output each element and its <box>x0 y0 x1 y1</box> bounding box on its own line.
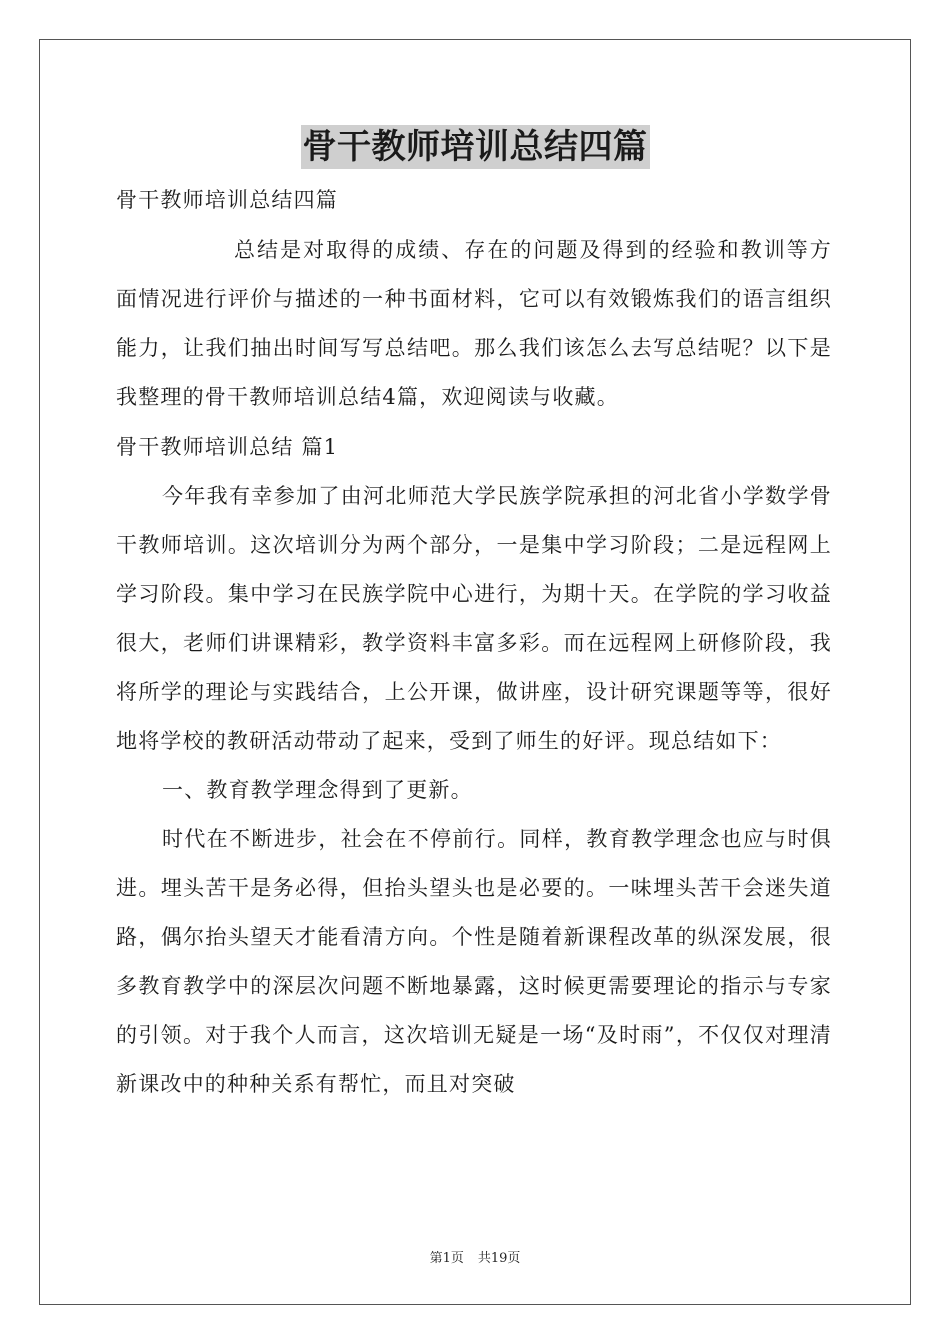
document-body <box>116 180 832 1109</box>
document-subtitle: 骨干教师培训总结四篇 <box>116 188 338 212</box>
body-paragraph: 一、教育教学理念得到了更新。 <box>162 778 473 802</box>
body-paragraph: 今年我有幸参加了由河北师范大学民族学院承担的河北省小学数学骨干教师培训。这次培训分为两个部分，一是集中学习阶段；二是远程网上学习阶段。集中学习在民族学院中心进行，为期十天。在学院的学习收益很大，老师们讲课精彩，教学资料丰富多彩。而在远程网上研修阶段，我将所学的理论与实践结合，上公开课，做讲座，设计研究课题等等，很好地将学校的教研活动带动了起来，受到了师生的好评。现总结如下： <box>116 484 832 753</box>
page-footer <box>0 1247 950 1266</box>
intro-paragraph: 总结是对取得的成绩、存在的问题及得到的经验和教训等方面情况进行评价与描述的一种书面材料，它可以有效锻炼我们的语言组织能力，让我们抽出时间写写总结吧。那么我们该怎么去写总结呢？以下是我整理的骨干教师培训总结4篇，欢迎阅读与收藏。 <box>116 238 832 409</box>
body-paragraph: 时代在不断进步，社会在不停前行。同样，教育教学理念也应与时俱进。埋头苦干是务必得，但抬头望头也是必要的。一味埋头苦干会迷失道路，偶尔抬头望天才能看清方向。个性是随着新课程改革的纵深发展，很多教育教学中的深层次问题不断地暴露，这时候更需要理论的指示与专家的引领。对于我个人而言，这次培训无疑是一场“及时雨”，不仅仅对理清新课改中的种种关系有帮忙，而且对突破 <box>116 827 832 1096</box>
page-total: 共19页 <box>477 1251 521 1266</box>
title-container <box>0 125 950 169</box>
section-heading: 骨干教师培训总结 篇1 <box>116 435 339 459</box>
document-title: 骨干教师培训总结四篇 <box>302 127 648 167</box>
page-number: 第1页 <box>429 1251 464 1266</box>
